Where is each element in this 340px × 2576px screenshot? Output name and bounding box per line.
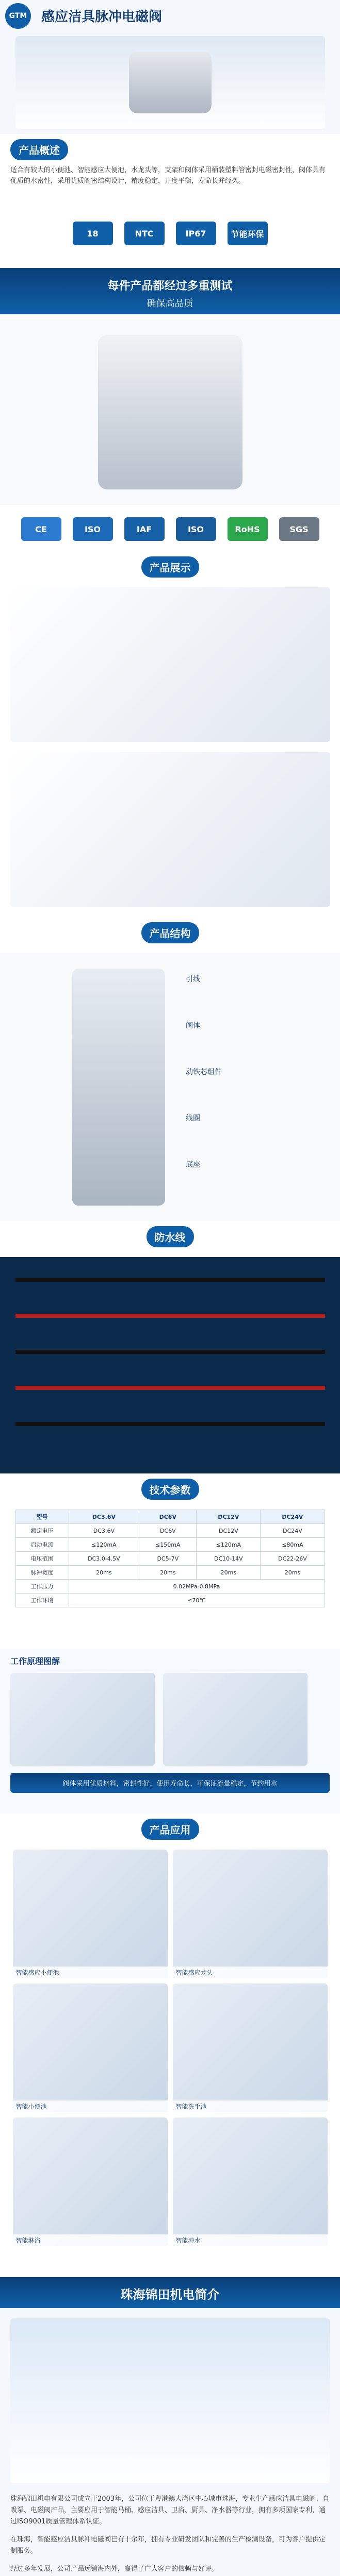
display-image-2 <box>10 752 330 907</box>
spec-cell: DC3.6V <box>69 1524 139 1538</box>
test-banner-line1: 每件产品都经过多重测试 <box>107 280 233 293</box>
spec-cell: 额定电压 <box>15 1524 69 1538</box>
spec-col: 型号 <box>15 1510 69 1524</box>
part-label: 线圈 <box>186 1114 200 1123</box>
spec-cell: 20ms <box>261 1566 325 1580</box>
product-photo <box>0 319 340 505</box>
badge: NTC <box>124 222 165 245</box>
specs-heading: 技术参数 <box>141 1479 199 1500</box>
application-card: 智能感应龙头 <box>173 1850 328 1978</box>
spec-cell: 20ms <box>197 1566 261 1580</box>
application-card: 智能感应小便池 <box>13 1850 168 1978</box>
spec-cell: 20ms <box>69 1566 139 1580</box>
spec-row <box>15 1524 325 1538</box>
display-heading-row <box>0 556 340 587</box>
display-heading: 产品展示 <box>141 556 199 578</box>
application-card: 智能小便池 <box>13 1984 168 2112</box>
hero <box>0 0 340 134</box>
specs-table <box>0 1510 340 1643</box>
company-paragraph-3: 经过多年发展，公司产品远销海内外，赢得了广大客户的信赖与好评。 <box>10 2565 219 2573</box>
overview-heading: 产品概述 <box>10 139 68 160</box>
application-card: 智能洗手池 <box>173 1984 328 2112</box>
spec-row <box>15 1594 325 1607</box>
spec-col: DC6V <box>139 1510 197 1524</box>
waterproof-images <box>0 1257 340 1473</box>
application-card: 智能淋浴 <box>13 2117 168 2246</box>
parts-heading: 产品结构 <box>141 922 199 943</box>
company-building-image <box>10 2318 330 2483</box>
product-image <box>98 335 242 489</box>
overview-section <box>0 139 340 216</box>
cert-rohs: RoHS <box>228 517 268 541</box>
spec-cell: ≤80mA <box>261 1538 325 1552</box>
cert-iso-2: ISO <box>176 517 216 541</box>
display-image-1 <box>10 587 330 742</box>
principle-section <box>0 1649 340 1814</box>
spec-cell: DC3.0-4.5V <box>69 1552 139 1566</box>
spec-cell: ≤120mA <box>197 1538 261 1552</box>
principle-text: 阀体采用优质材料，密封性好，使用寿命长，可保证流量稳定，节约用水 <box>10 1773 330 1793</box>
company-section <box>0 2308 340 2576</box>
application-grid <box>0 1850 340 2272</box>
overview-text: 适合有较大的小便池、智能感应大便池，水龙头等，支架和阀体采用桶装塑料管密封电磁密封性，阀体具有优质的水密性，采用优质阀密结构设计，精度稳定，开度平衡，寿命长并经久。 <box>10 166 326 185</box>
application-heading: 产品应用 <box>141 1819 199 1840</box>
badge: 18 <box>73 222 113 245</box>
badge: 节能环保 <box>228 222 268 245</box>
spec-cell: DC12V <box>197 1524 261 1538</box>
cert-iso: ISO <box>73 517 113 541</box>
spec-cell: ≤70℃ <box>69 1594 325 1607</box>
spec-row <box>15 1552 325 1566</box>
principle-diagram-1 <box>10 1673 155 1766</box>
logo: GTM <box>5 3 31 29</box>
company-heading: 珠海锦田机电简介 <box>120 2287 220 2302</box>
parts-heading-row <box>0 922 340 953</box>
principle-heading: 工作原理图解 <box>10 1656 60 1666</box>
spec-cell: ≤150mA <box>139 1538 197 1552</box>
spec-head-row <box>15 1510 325 1524</box>
spec-row <box>15 1566 325 1580</box>
company-paragraph-2: 在珠海，智能感应洁具脉冲电磁阀已有十余年，拥有专业研发团队和完善的生产检测设备，可为客户提供定制服务。 <box>10 2536 326 2555</box>
spec-cell: DC5-7V <box>139 1552 197 1566</box>
waterproof-heading-row <box>0 1226 340 1257</box>
specs-heading-row <box>0 1479 340 1510</box>
spec-row <box>15 1580 325 1594</box>
part-label: 引线 <box>186 975 200 984</box>
badges-row <box>0 216 340 263</box>
spec-cell: DC24V <box>261 1524 325 1538</box>
parts-image <box>72 969 165 1206</box>
test-banner <box>0 268 340 314</box>
display-images <box>0 587 340 917</box>
application-card: 智能冲水 <box>173 2117 328 2246</box>
test-banner-line2: 确保高品质 <box>147 298 193 309</box>
spec-cell: 工作环境 <box>15 1594 69 1607</box>
page-title: 感应洁具脉冲电磁阀 <box>41 9 163 25</box>
part-label: 底座 <box>186 1161 200 1169</box>
spec-col: DC12V <box>197 1510 261 1524</box>
spec-cell: ≤120mA <box>69 1538 139 1552</box>
spec-col: DC24V <box>261 1510 325 1524</box>
cert-iaf: IAF <box>124 517 165 541</box>
company-heading-bar <box>0 2277 340 2308</box>
spec-cell: 20ms <box>139 1566 197 1580</box>
application-heading-row <box>0 1819 340 1850</box>
spec-cell: 工作压力 <box>15 1580 69 1594</box>
specs-table <box>15 1510 325 1607</box>
cert-row <box>0 510 340 551</box>
spec-cell: DC6V <box>139 1524 197 1538</box>
badge: IP67 <box>176 222 216 245</box>
cert-ce: CE <box>21 517 61 541</box>
part-label: 阀体 <box>186 1022 200 1030</box>
cert-sgs: SGS <box>279 517 319 541</box>
company-paragraph-1: 珠海锦田机电有限公司成立于2003年，公司位于粤港澳大湾区中心城市珠海，专业生产感应洁具电磁阀、自吸泵、电磁阀产品，主要应用于智能马桶、感应洁具、卫浴、厨具、净水器等行业，拥有多项国家专利，通过ISO9001质量管理体系认证。 <box>10 2495 330 2526</box>
waterproof-heading: 防水线 <box>147 1226 194 1247</box>
parts-diagram <box>0 953 340 1221</box>
part-label: 动铁芯组件 <box>186 1068 222 1076</box>
spec-cell: 0.02MPa-0.8MPa <box>69 1580 325 1594</box>
spec-cell: 启动电流 <box>15 1538 69 1552</box>
spec-cell: DC22-26V <box>261 1552 325 1566</box>
spec-cell: DC10-14V <box>197 1552 261 1566</box>
spec-cell: 电压范围 <box>15 1552 69 1566</box>
spec-row <box>15 1538 325 1552</box>
spec-col: DC3.6V <box>69 1510 139 1524</box>
principle-diagram-2 <box>163 1673 307 1766</box>
spec-cell: 脉冲宽度 <box>15 1566 69 1580</box>
hero-product-image <box>15 36 325 129</box>
